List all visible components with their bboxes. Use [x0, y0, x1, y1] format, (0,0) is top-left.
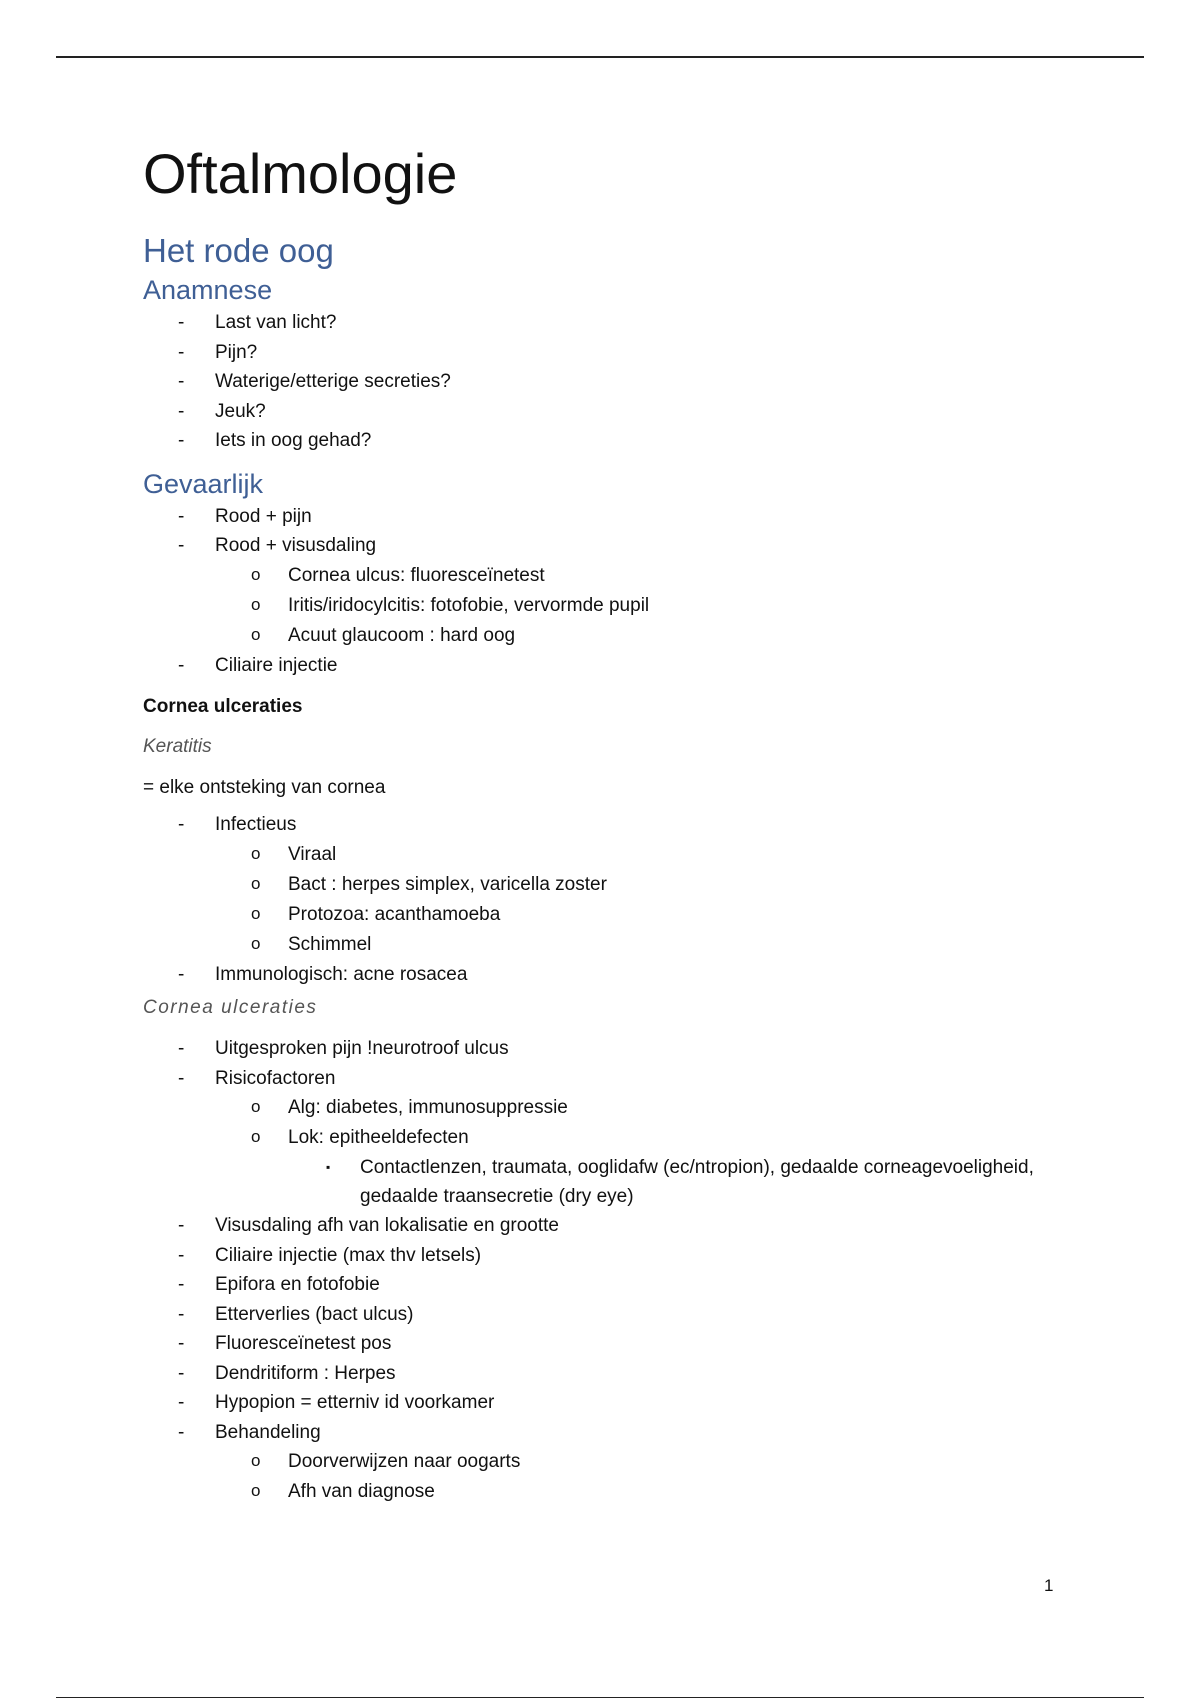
- ulceraties-list-cont: [143, 1211, 1103, 1447]
- cornea-heading: Cornea ulceraties: [143, 696, 303, 717]
- list-item: - Iets in oog gehad?: [178, 430, 372, 451]
- list-item: - Immunologisch: acne rosacea: [178, 963, 468, 985]
- list-item: - Etterverlies (bact ulcus): [178, 1303, 414, 1325]
- anamnese-list: [143, 308, 1103, 456]
- header-rule: [56, 56, 1144, 58]
- list-item: o Iritis/iridocylcitis: fotofobie, vervormde pupil: [251, 594, 650, 616]
- document-page: [143, 138, 1103, 1507]
- list-item: - Waterige/etterige secreties?: [178, 371, 451, 392]
- list-item: - Last van licht?: [178, 312, 337, 333]
- list-item: - Hypopion = etterniv id voorkamer: [178, 1392, 495, 1413]
- page-number: 1: [1044, 1576, 1054, 1595]
- anamnese-heading: Anamnese: [143, 275, 273, 305]
- list-item: o Afh van diagnose: [251, 1481, 435, 1502]
- gevaarlijk-list: [143, 502, 1103, 561]
- list-item: o Protozoa: acanthamoeba: [251, 903, 501, 925]
- keratitis-list: [143, 810, 1103, 840]
- list-item: - Ciliaire injectie: [178, 654, 338, 676]
- gevaarlijk-sublist: [143, 561, 1103, 651]
- behandeling-sublist: [143, 1447, 1103, 1507]
- gevaarlijk-list-cont: [143, 651, 1103, 681]
- list-item: - Pijn?: [178, 341, 258, 363]
- list-item: o Lok: epitheeldefecten: [251, 1127, 469, 1148]
- list-item: ▪ Contactlenzen, traumata, ooglidafw (ec/ntropion), gedaalde corneagevoeligheid, gedaalde traansecretie (dry eye): [326, 1157, 1034, 1207]
- list-item: - Rood + visusdaling: [178, 535, 377, 556]
- list-item: - Ciliaire injectie (max thv letsels): [178, 1244, 482, 1266]
- epitheel-sublist: [143, 1153, 1103, 1211]
- list-item: o Schimmel: [251, 933, 372, 955]
- list-item: o Viraal: [251, 843, 337, 865]
- list-item: - Uitgesproken pijn !neurotroof ulcus: [178, 1038, 509, 1059]
- list-item: - Infectieus: [178, 814, 297, 835]
- keratitis-definition: = elke ontsteking van cornea: [143, 777, 386, 798]
- footer-rule: [56, 1697, 1144, 1698]
- risicofactoren-sublist: [143, 1093, 1103, 1153]
- list-item: - Jeuk?: [178, 400, 266, 422]
- infectieus-sublist: [143, 840, 1103, 960]
- list-item: o Alg: diabetes, immunosuppressie: [251, 1097, 568, 1118]
- keratitis-heading: Keratitis: [143, 736, 212, 757]
- list-item: - Visusdaling afh van lokalisatie en grootte: [178, 1215, 559, 1236]
- list-item: o Cornea ulcus: fluoresceïnetest: [251, 564, 545, 586]
- gevaarlijk-heading: Gevaarlijk: [143, 468, 264, 499]
- keratitis-list-cont: [143, 960, 1103, 990]
- ulceraties-heading: Cornea ulceraties: [143, 997, 318, 1018]
- list-item: - Dendritiform : Herpes: [178, 1362, 396, 1384]
- list-item: o Doorverwijzen naar oogarts: [251, 1451, 521, 1472]
- document-title: Oftalmologie: [143, 142, 458, 205]
- list-item: - Rood + pijn: [178, 505, 312, 527]
- section-heading: Het rode oog: [143, 232, 334, 269]
- list-item: o Bact : herpes simplex, varicella zoster: [251, 873, 607, 895]
- list-item: - Fluoresceïnetest pos: [178, 1333, 392, 1354]
- ulceraties-list: [143, 1034, 1103, 1093]
- list-item: o Acuut glaucoom : hard oog: [251, 624, 516, 646]
- list-item: - Risicofactoren: [178, 1067, 336, 1089]
- list-item: - Behandeling: [178, 1421, 321, 1443]
- list-item: - Epifora en fotofobie: [178, 1274, 380, 1295]
